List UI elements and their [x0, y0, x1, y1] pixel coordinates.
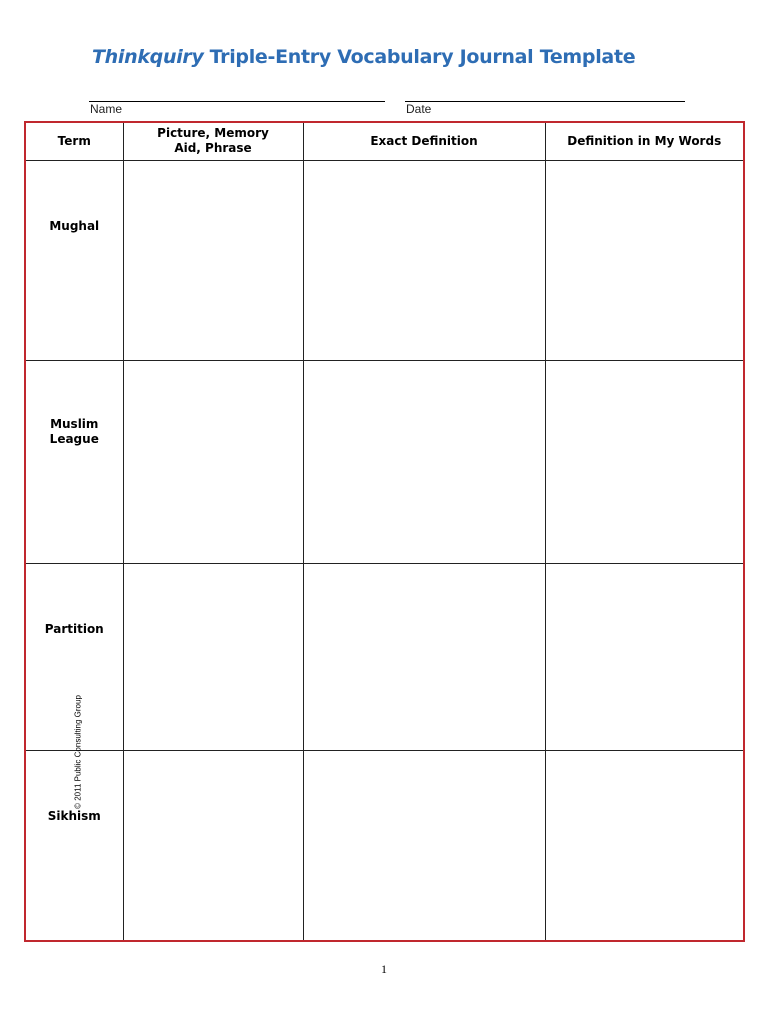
- table-header-row: [25, 122, 744, 160]
- my-words-cell[interactable]: [545, 360, 744, 563]
- date-label: Date: [406, 102, 432, 116]
- page-number: 1: [381, 962, 387, 976]
- vocabulary-journal-table: [24, 121, 745, 942]
- my-words-cell[interactable]: [545, 563, 744, 750]
- title-text: Triple-Entry Vocabulary Journal Template: [209, 46, 636, 68]
- table-row: [25, 750, 744, 941]
- date-field-line[interactable]: [405, 101, 685, 102]
- exact-definition-cell[interactable]: [303, 750, 545, 941]
- exact-definition-cell[interactable]: [303, 160, 545, 360]
- picture-cell[interactable]: [123, 360, 303, 563]
- table-row: [25, 160, 744, 360]
- header-picture-memory-aid: [123, 122, 303, 160]
- my-words-cell[interactable]: [545, 160, 744, 360]
- term-label: Sikhism: [47, 808, 101, 823]
- copyright-notice: © 2011 Public Consulting Group: [73, 695, 83, 809]
- header-picture-memory-aid-label: Picture, Memory Aid, Phrase: [157, 126, 269, 156]
- exact-definition-cell[interactable]: [303, 563, 545, 750]
- page-title: [92, 46, 635, 68]
- term-label: Mughal: [49, 218, 100, 233]
- term-label: Muslim League: [49, 416, 99, 446]
- term-label: Partition: [44, 621, 104, 636]
- exact-definition-cell[interactable]: [303, 360, 545, 563]
- term-cell-muslim-league: [25, 360, 123, 563]
- table-row: [25, 563, 744, 750]
- term-cell-mughal: [25, 160, 123, 360]
- header-exact-definition: Exact Definition: [303, 122, 545, 160]
- table-row: [25, 360, 744, 563]
- picture-cell[interactable]: [123, 563, 303, 750]
- my-words-cell[interactable]: [545, 750, 744, 941]
- title-brand: Thinkquiry: [92, 46, 204, 68]
- header-definition-my-words: Definition in My Words: [545, 122, 744, 160]
- name-label: Name: [90, 102, 123, 116]
- picture-cell[interactable]: [123, 750, 303, 941]
- header-term: Term: [25, 122, 123, 160]
- name-field-line[interactable]: [89, 101, 385, 102]
- picture-cell[interactable]: [123, 160, 303, 360]
